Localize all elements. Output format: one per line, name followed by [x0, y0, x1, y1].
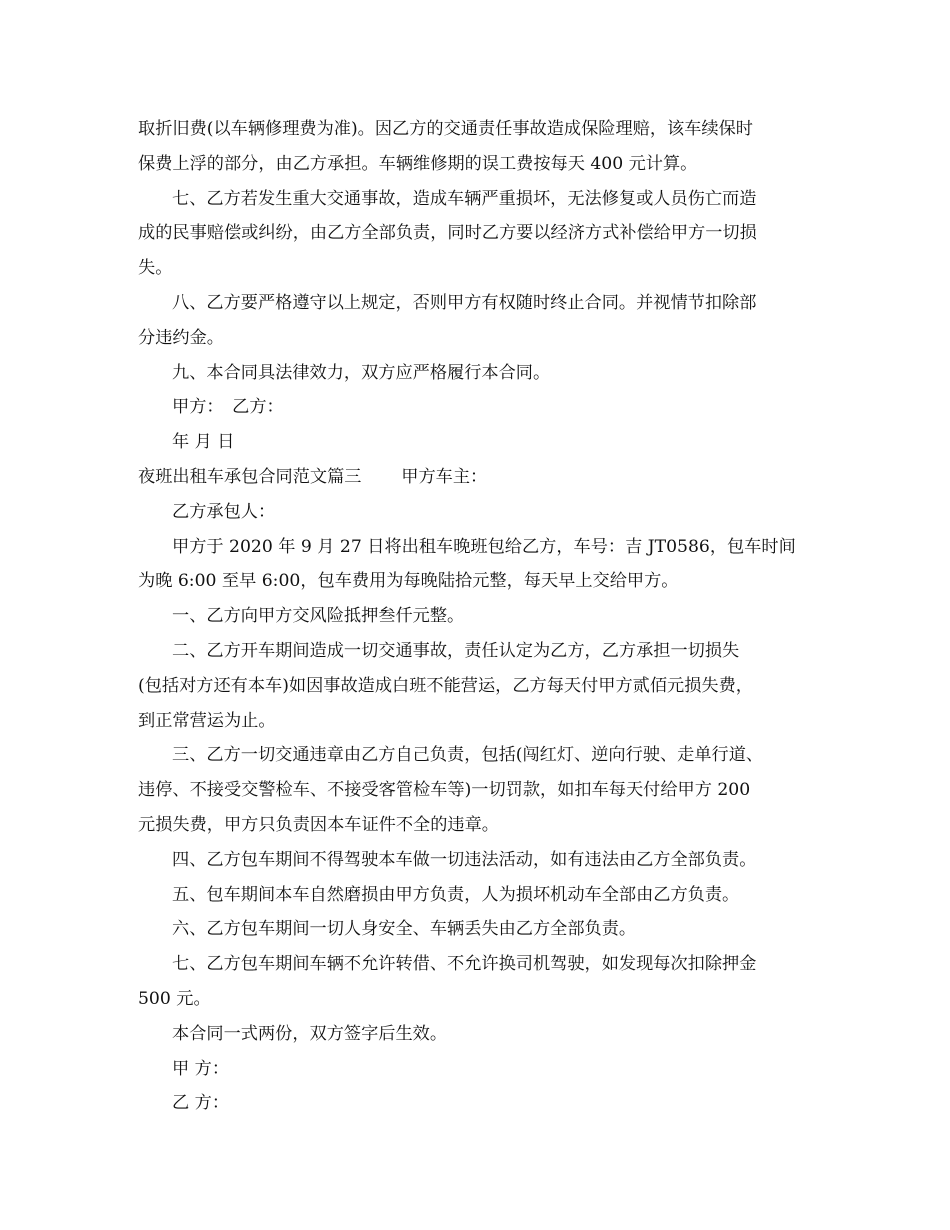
clause-1-line: 一、乙方向甲方交风险抵押叁仟元整。: [172, 606, 465, 627]
intro-line: 甲方于 2020 年 9 月 27 日将出租车晚班包给乙方，车号：吉 JT0586，包车时间: [172, 536, 796, 557]
clause-4-line: 四、乙方包车期间不得驾驶本车做一切违法活动，如有违法由乙方全部负责。: [172, 849, 757, 870]
text-line: 失。: [138, 258, 173, 279]
clause-9-line: 九、本合同具法律效力，双方应严格履行本合同。: [172, 362, 551, 383]
text-line: 到正常营运为止。: [138, 710, 276, 731]
signature-parties: 甲方： 乙方：: [172, 397, 284, 418]
text-line: 成的民事赔偿或纠纷，由乙方全部负责，同时乙方要以经济方式补偿给甲方一切损: [138, 223, 757, 244]
text-line: 违停、不接受交警检车、不接受客管检车等)一切罚款，如扣车每天付给甲方 200: [138, 780, 751, 801]
contractor-line: 乙方承包人：: [172, 501, 276, 522]
section-heading: 夜班出租车承包合同范文篇三 甲方车主：: [138, 466, 488, 487]
document-body: [138, 112, 828, 1121]
text-line: 500 元。: [138, 988, 211, 1009]
clause-3-line: 三、乙方一切交通违章由乙方自己负责，包括(闯红灯、逆向行驶、走单行道、: [172, 745, 764, 766]
date-line: 年 月 日: [172, 432, 235, 453]
effectiveness-line: 本合同一式两份，双方签字后生效。: [172, 1023, 448, 1044]
text-line: 为晚 6:00 至早 6:00，包车费用为每晚陆拾元整，每天早上交给甲方。: [138, 571, 679, 592]
clause-5-line: 五、包车期间本车自然磨损由甲方负责，人为损坏机动车全部由乙方负责。: [172, 884, 740, 905]
text-line: 分违约金。: [138, 327, 224, 348]
text-line: 元损失费，甲方只负责因本车证件不全的违章。: [138, 814, 499, 835]
clause-2-line: 二、乙方开车期间造成一切交通事故，责任认定为乙方，乙方承担一切损失: [172, 640, 740, 661]
party-a-signature: 甲 方：: [172, 1058, 230, 1079]
party-b-signature: 乙 方：: [172, 1093, 230, 1114]
text-line: (包括对方还有本车)如因事故造成白班不能营运，乙方每天付甲方贰佰元损失费，: [138, 675, 753, 696]
text-line: 保费上浮的部分，由乙方承担。车辆维修期的误工费按每天 400 元计算。: [138, 153, 698, 174]
clause-7-line: 七、乙方若发生重大交通事故，造成车辆严重损坏，无法修复或人员伤亡而造: [172, 188, 757, 209]
clause-8-line: 八、乙方要严格遵守以上规定，否则甲方有权随时终止合同。并视情节扣除部: [172, 292, 757, 313]
text-line: 取折旧费(以车辆修理费为准)。因乙方的交通责任事故造成保险理赔，该车续保时: [138, 119, 753, 139]
clause-7b-line: 七、乙方包车期间车辆不允许转借、不允许换司机驾驶，如发现每次扣除押金: [172, 954, 757, 975]
clause-6-line: 六、乙方包车期间一切人身安全、车辆丢失由乙方全部负责。: [172, 919, 637, 940]
